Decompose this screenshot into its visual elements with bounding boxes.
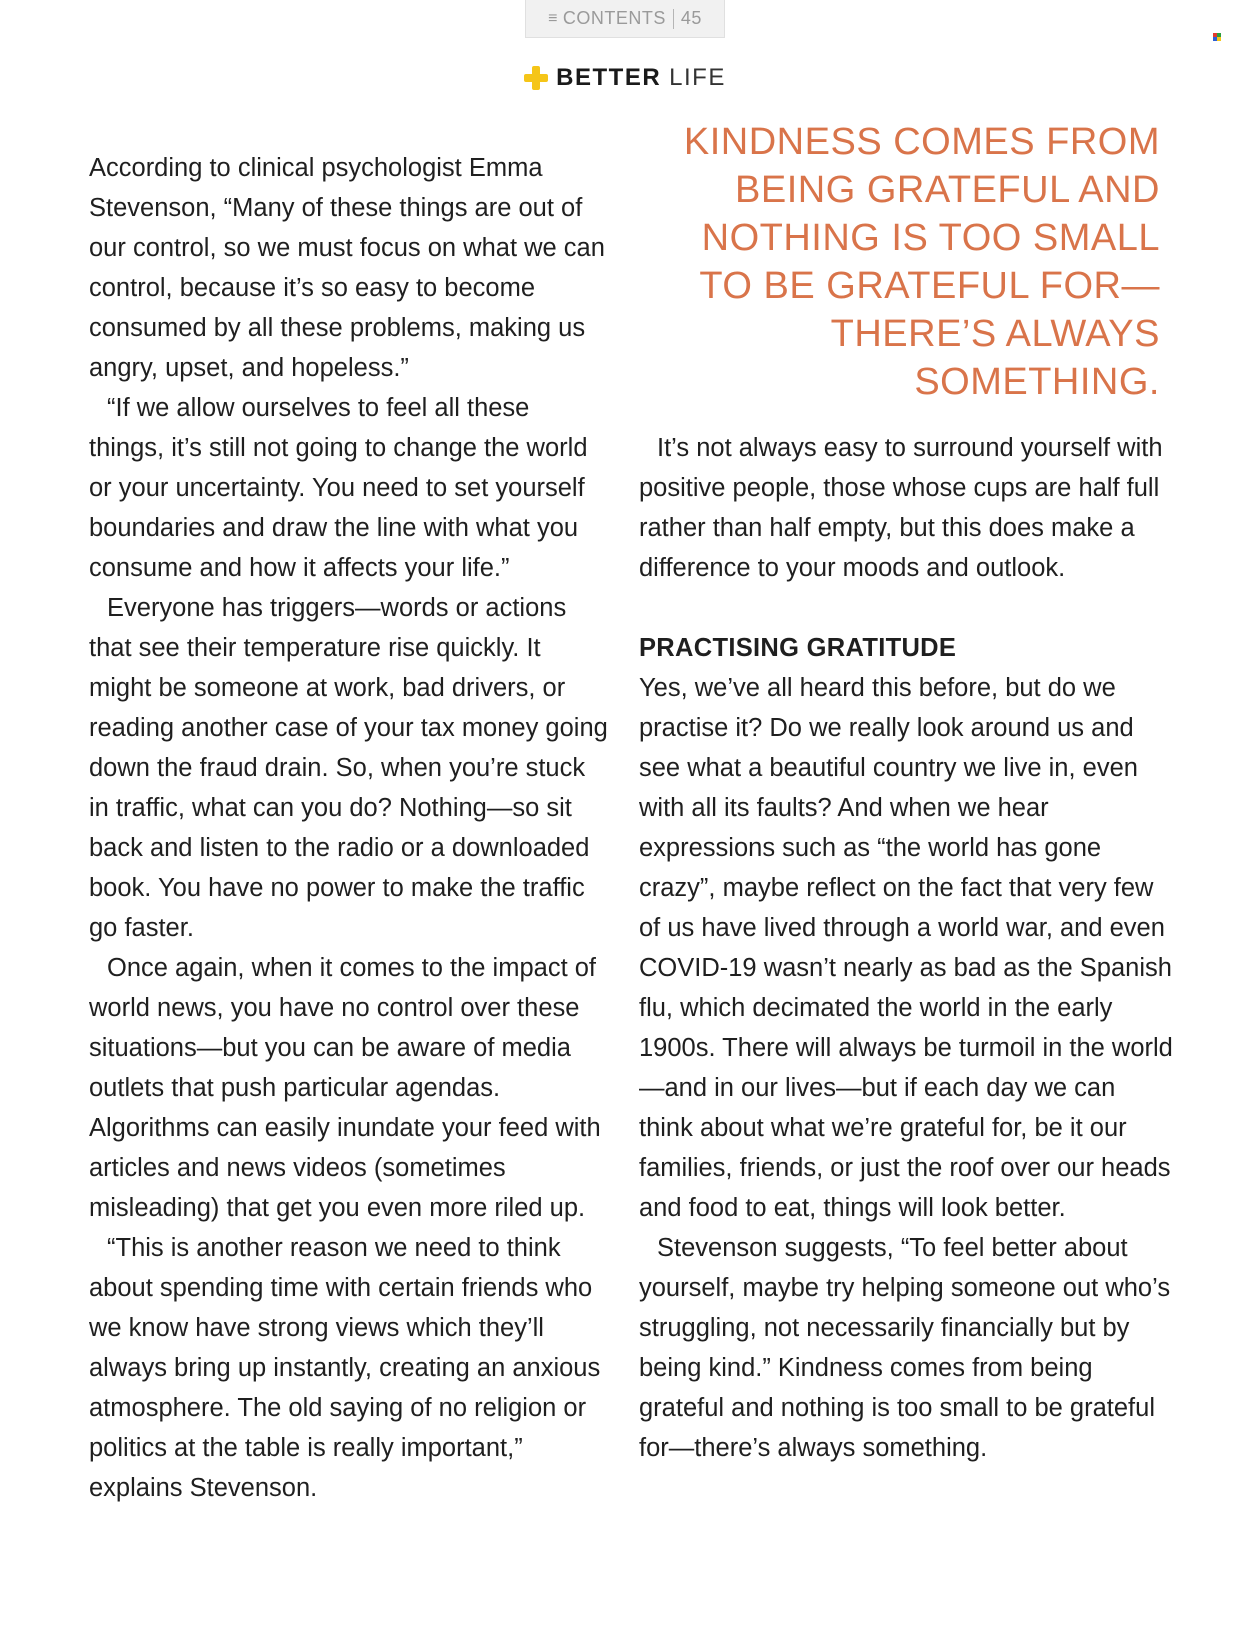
paragraph: Everyone has triggers—words or actions that see their temperature rise quickly. It might be someone at work, bad drivers, or reading another case of your tax money going down the fraud drain. So, when you’re stuck in traffic, what can you do? Nothing—so sit back and listen to the radio or a downloaded book. You have no power to make the traffic go faster. [89,594,608,942]
paragraph: According to clinical psychologist Emma Stevenson, “Many of these things are out of our control, so we must focus on what we can control, because it’s so easy to become consumed by all these problems, making us angry, upset, and hopeless.” [89,154,605,382]
paragraph: Yes, we’ve all heard this before, but do we practise it? Do we really look around us and see what a beautiful country we live in, even with all its faults? And when we hear expressions such as “the world has gone crazy”, maybe reflect on the fact that very few of us have lived through a world war, and even COVID-19 wasn’t nearly as bad as the Spanish flu, which decimated the world in the early 1900s. There will always be turmoil in the world—and in our lives—but if each day we can think about what we’re grateful for, be it our families, friends, or just the roof over our heads and food to eat, things will look better. [639,674,1173,1222]
paragraph: Stevenson suggests, “To feel better about yourself, maybe try helping someone out who’s struggling, not necessarily financially but by being kind.” Kindness comes from being grateful and nothing is too small to be grateful for—there’s always something. [639,1234,1171,1462]
section-header [0,64,1250,92]
corner-marker-icon [1213,33,1221,41]
paragraph: It’s not always easy to surround yourself with positive people, those whose cups are half full rather than half empty, but this does make a difference to your moods and outlook. [639,434,1163,582]
pull-quote: KINDNESS COMES FROM BEING GRATEFUL AND NOTHING IS TOO SMALL TO BE GRATEFUL FOR—THERE’S ALWAYS SOMETHING. [683,121,1160,403]
menu-lines-icon: ≡ [548,9,558,27]
right-column [639,428,1174,1468]
divider [673,9,674,29]
plus-icon [524,66,548,90]
section-title-bold: BETTER [556,64,662,91]
section-title-light: LIFE [669,64,726,91]
contents-button[interactable] [525,0,725,38]
paragraph: “This is another reason we need to think about spending time with certain friends who we know have strong views which they’ll always bring up instantly, creating an anxious atmosphere. The old saying of no religion or politics at the table is really important,” explains Stevenson. [89,1234,601,1502]
left-column [89,148,609,1508]
page-number: 45 [680,8,702,28]
subheading: PRACTISING GRATITUDE [639,634,957,662]
paragraph: Once again, when it comes to the impact of world news, you have no control over these situations—but you can be aware of media outlets that push particular agendas. Algorithms can easily inundate your feed with articles and news videos (sometimes misleading) that get you even more riled up. [89,954,601,1222]
paragraph: “If we allow ourselves to feel all these things, it’s still not going to change the world or your uncertainty. You need to set yourself boundaries and draw the line with what you consume and how it affects your life.” [89,394,588,582]
contents-label: CONTENTS [562,8,666,28]
